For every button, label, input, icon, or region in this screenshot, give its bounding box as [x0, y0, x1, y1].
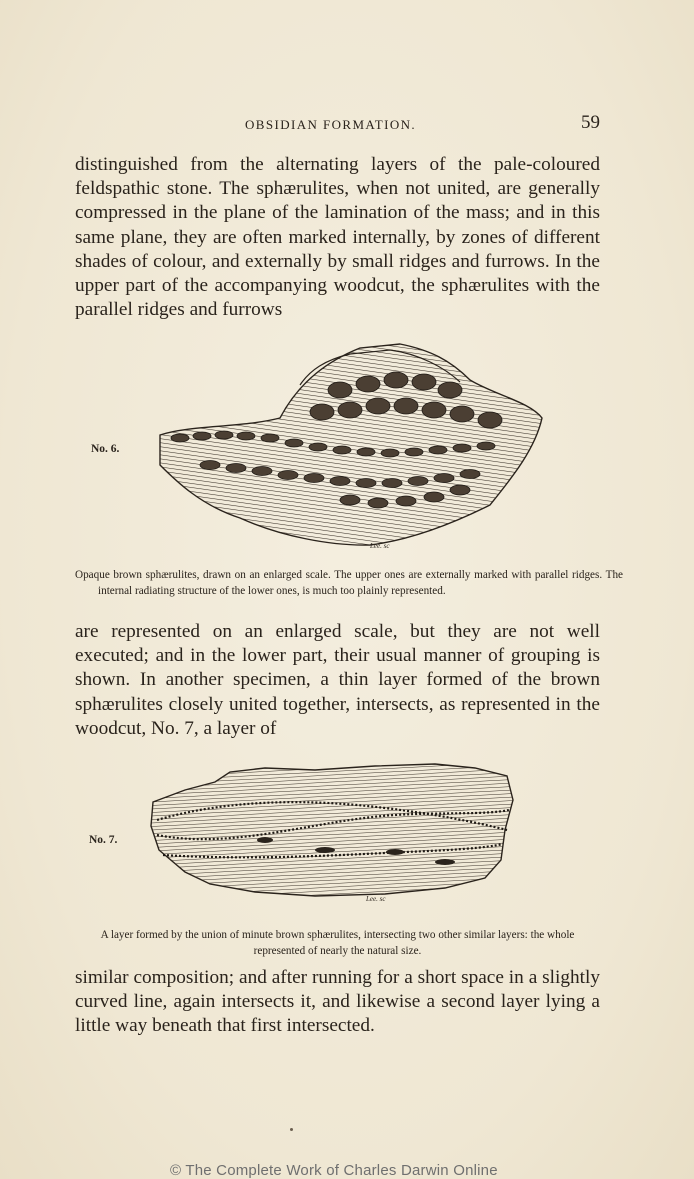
copyright-watermark: © The Complete Work of Charles Darwin Online: [170, 1162, 498, 1179]
figure-6-label: No. 6.: [91, 443, 120, 455]
figure-7-caption: A layer formed by the union of minute brown sphærulites, intersecting two other similar layers: the whole represented of nearly the natural size.: [100, 929, 575, 957]
figure-6-caption: Opaque brown sphærulites, drawn on an enlarged scale. The upper ones are externally marked with parallel ridges. The internal radiating structure of the lower ones, is much too plainly represented.: [75, 569, 623, 597]
page-header: [75, 112, 600, 136]
figure-6-woodcut: [150, 340, 545, 552]
figure-7-woodcut: [145, 760, 520, 900]
figure-7-engraver-mark: Lee. sc: [366, 895, 386, 903]
page-speck: [290, 1128, 293, 1131]
body-paragraph-2: are represented on an enlarged scale, but they are not well executed; and in the lower part, their usual manner of grouping is shown. In another specimen, a thin layer formed of the brown sphærulites closely united together, intersects, as represented in the woodcut, No. 7, a layer of: [75, 621, 600, 739]
running-head: OBSIDIAN FORMATION.: [245, 117, 417, 132]
figure-6-engraver-mark: Lee. sc: [370, 542, 390, 550]
body-paragraph-1: distinguished from the alternating layers of the pale-coloured feldspathic stone. The sphærulites, when not united, are generally compressed in the plane of the lamination of the mass; and in this same plane, they are often marked internally, by zones of different shades of colour, and externally by small ridges and furrows. In the upper part of the accompanying woodcut, the sphærulites with the parallel ridges and furrows: [75, 154, 600, 321]
body-paragraph-3: similar composition; and after running for a short space in a slightly curved line, again intersects it, and likewise a second layer lying a little way beneath that first intersected.: [75, 967, 600, 1037]
figure-7-label: No. 7.: [89, 834, 118, 846]
page-number: 59: [581, 112, 600, 133]
